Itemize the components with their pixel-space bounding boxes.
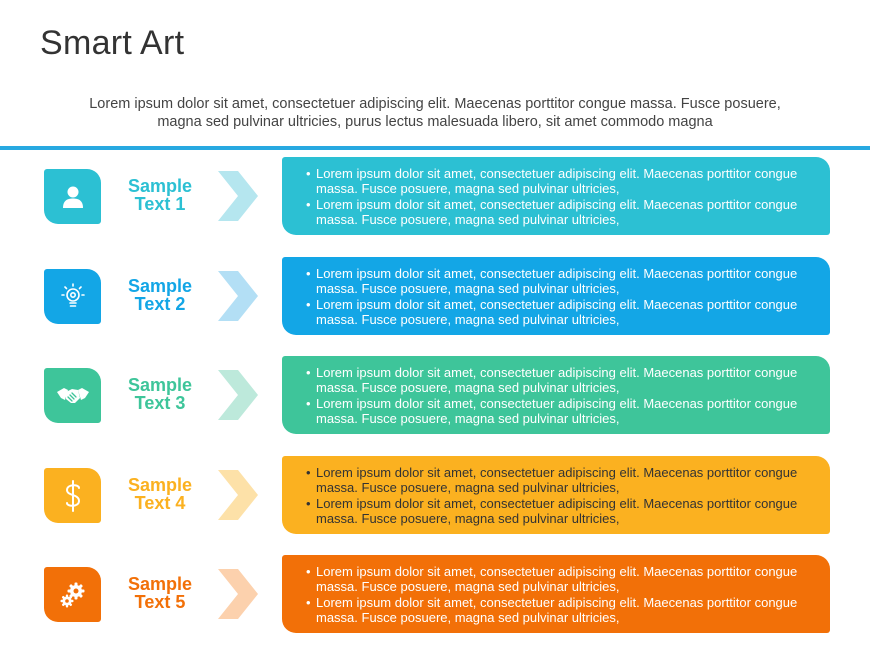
- bullet-1-2: • Lorem ipsum dolor sit amet, consectetuer adipiscing elit. Maecenas porttitor congue massa. Fusce posuere, magna sed pulvinar ultricies,: [306, 197, 804, 227]
- handshake-icon: [56, 384, 90, 408]
- chevron-right-icon: [216, 569, 260, 619]
- text-box-2: [282, 257, 830, 335]
- row-label-5: [108, 575, 212, 611]
- smart-art-row-3: [0, 356, 870, 436]
- bullet-2-1: • Lorem ipsum dolor sit amet, consectetuer adipiscing elit. Maecenas porttitor congue massa. Fusce posuere, magna sed pulvinar ultricies,: [306, 266, 804, 296]
- row-label-2: [108, 277, 212, 313]
- chevron-right-icon: [216, 271, 260, 321]
- smart-art-row-4: [0, 456, 870, 536]
- bullet-2-2: • Lorem ipsum dolor sit amet, consectetuer adipiscing elit. Maecenas porttitor congue massa. Fusce posuere, magna sed pulvinar ultricies,: [306, 297, 804, 327]
- row-label-1-line-2: Text 1: [134, 194, 186, 214]
- chevron-right-icon: [216, 470, 260, 520]
- bullet-1-1: • Lorem ipsum dolor sit amet, consectetuer adipiscing elit. Maecenas porttitor congue massa. Fusce posuere, magna sed pulvinar ultricies,: [306, 166, 804, 196]
- row-label-4-line-1: Sample: [127, 475, 193, 495]
- page-title: Smart Art: [40, 24, 185, 62]
- chevron-right-icon: [216, 370, 260, 420]
- icon-box-5: [44, 567, 101, 622]
- row-label-2-line-2: Text 2: [134, 294, 186, 314]
- row-label-5-line-2: Text 5: [134, 592, 186, 612]
- chevron-right-icon: [216, 171, 260, 221]
- person-icon: [60, 184, 86, 210]
- bullet-5-2: • Lorem ipsum dolor sit amet, consectetuer adipiscing elit. Maecenas porttitor congue massa. Fusce posuere, magna sed pulvinar ultricies,: [306, 595, 804, 625]
- icon-box-1: [44, 169, 101, 224]
- row-label-3: [108, 376, 212, 412]
- dollar-icon: [60, 479, 86, 513]
- row-label-4-line-2: Text 4: [134, 493, 186, 513]
- lightbulb-icon: [58, 282, 88, 312]
- text-box-1: [282, 157, 830, 235]
- smart-art-row-5: [0, 555, 870, 635]
- bullet-3-1: • Lorem ipsum dolor sit amet, consectetuer adipiscing elit. Maecenas porttitor congue massa. Fusce posuere, magna sed pulvinar ultricies,: [306, 365, 804, 395]
- row-label-1-line-1: Sample: [127, 176, 193, 196]
- row-label-4: [108, 476, 212, 512]
- smart-art-row-2: [0, 257, 870, 337]
- row-label-5-line-1: Sample: [127, 574, 193, 594]
- gears-icon: [58, 580, 88, 610]
- icon-box-3: [44, 368, 101, 423]
- row-label-1: [108, 177, 212, 213]
- text-box-3: [282, 356, 830, 434]
- subtitle-line-1: Lorem ipsum dolor sit amet, consectetuer adipiscing elit. Maecenas porttitor congue massa. Fusce posuere,: [89, 96, 781, 112]
- bullet-4-2: • Lorem ipsum dolor sit amet, consectetuer adipiscing elit. Maecenas porttitor congue massa. Fusce posuere, magna sed pulvinar ultricies,: [306, 496, 804, 526]
- row-label-3-line-2: Text 3: [134, 393, 186, 413]
- row-label-2-line-1: Sample: [127, 276, 193, 296]
- subtitle-line-2: magna sed pulvinar ultricies, purus lectus malesuada libero, sit amet commodo magna: [157, 114, 713, 130]
- header-divider: [0, 146, 870, 150]
- page-subtitle: [20, 95, 850, 131]
- bullet-3-2: • Lorem ipsum dolor sit amet, consectetuer adipiscing elit. Maecenas porttitor congue massa. Fusce posuere, magna sed pulvinar ultricies,: [306, 396, 804, 426]
- bullet-5-1: • Lorem ipsum dolor sit amet, consectetuer adipiscing elit. Maecenas porttitor congue massa. Fusce posuere, magna sed pulvinar ultricies,: [306, 564, 804, 594]
- text-box-4: [282, 456, 830, 534]
- smart-art-row-1: [0, 157, 870, 237]
- row-label-3-line-1: Sample: [127, 375, 193, 395]
- bullet-4-1: • Lorem ipsum dolor sit amet, consectetuer adipiscing elit. Maecenas porttitor congue massa. Fusce posuere, magna sed pulvinar ultricies,: [306, 465, 804, 495]
- icon-box-4: [44, 468, 101, 523]
- text-box-5: [282, 555, 830, 633]
- icon-box-2: [44, 269, 101, 324]
